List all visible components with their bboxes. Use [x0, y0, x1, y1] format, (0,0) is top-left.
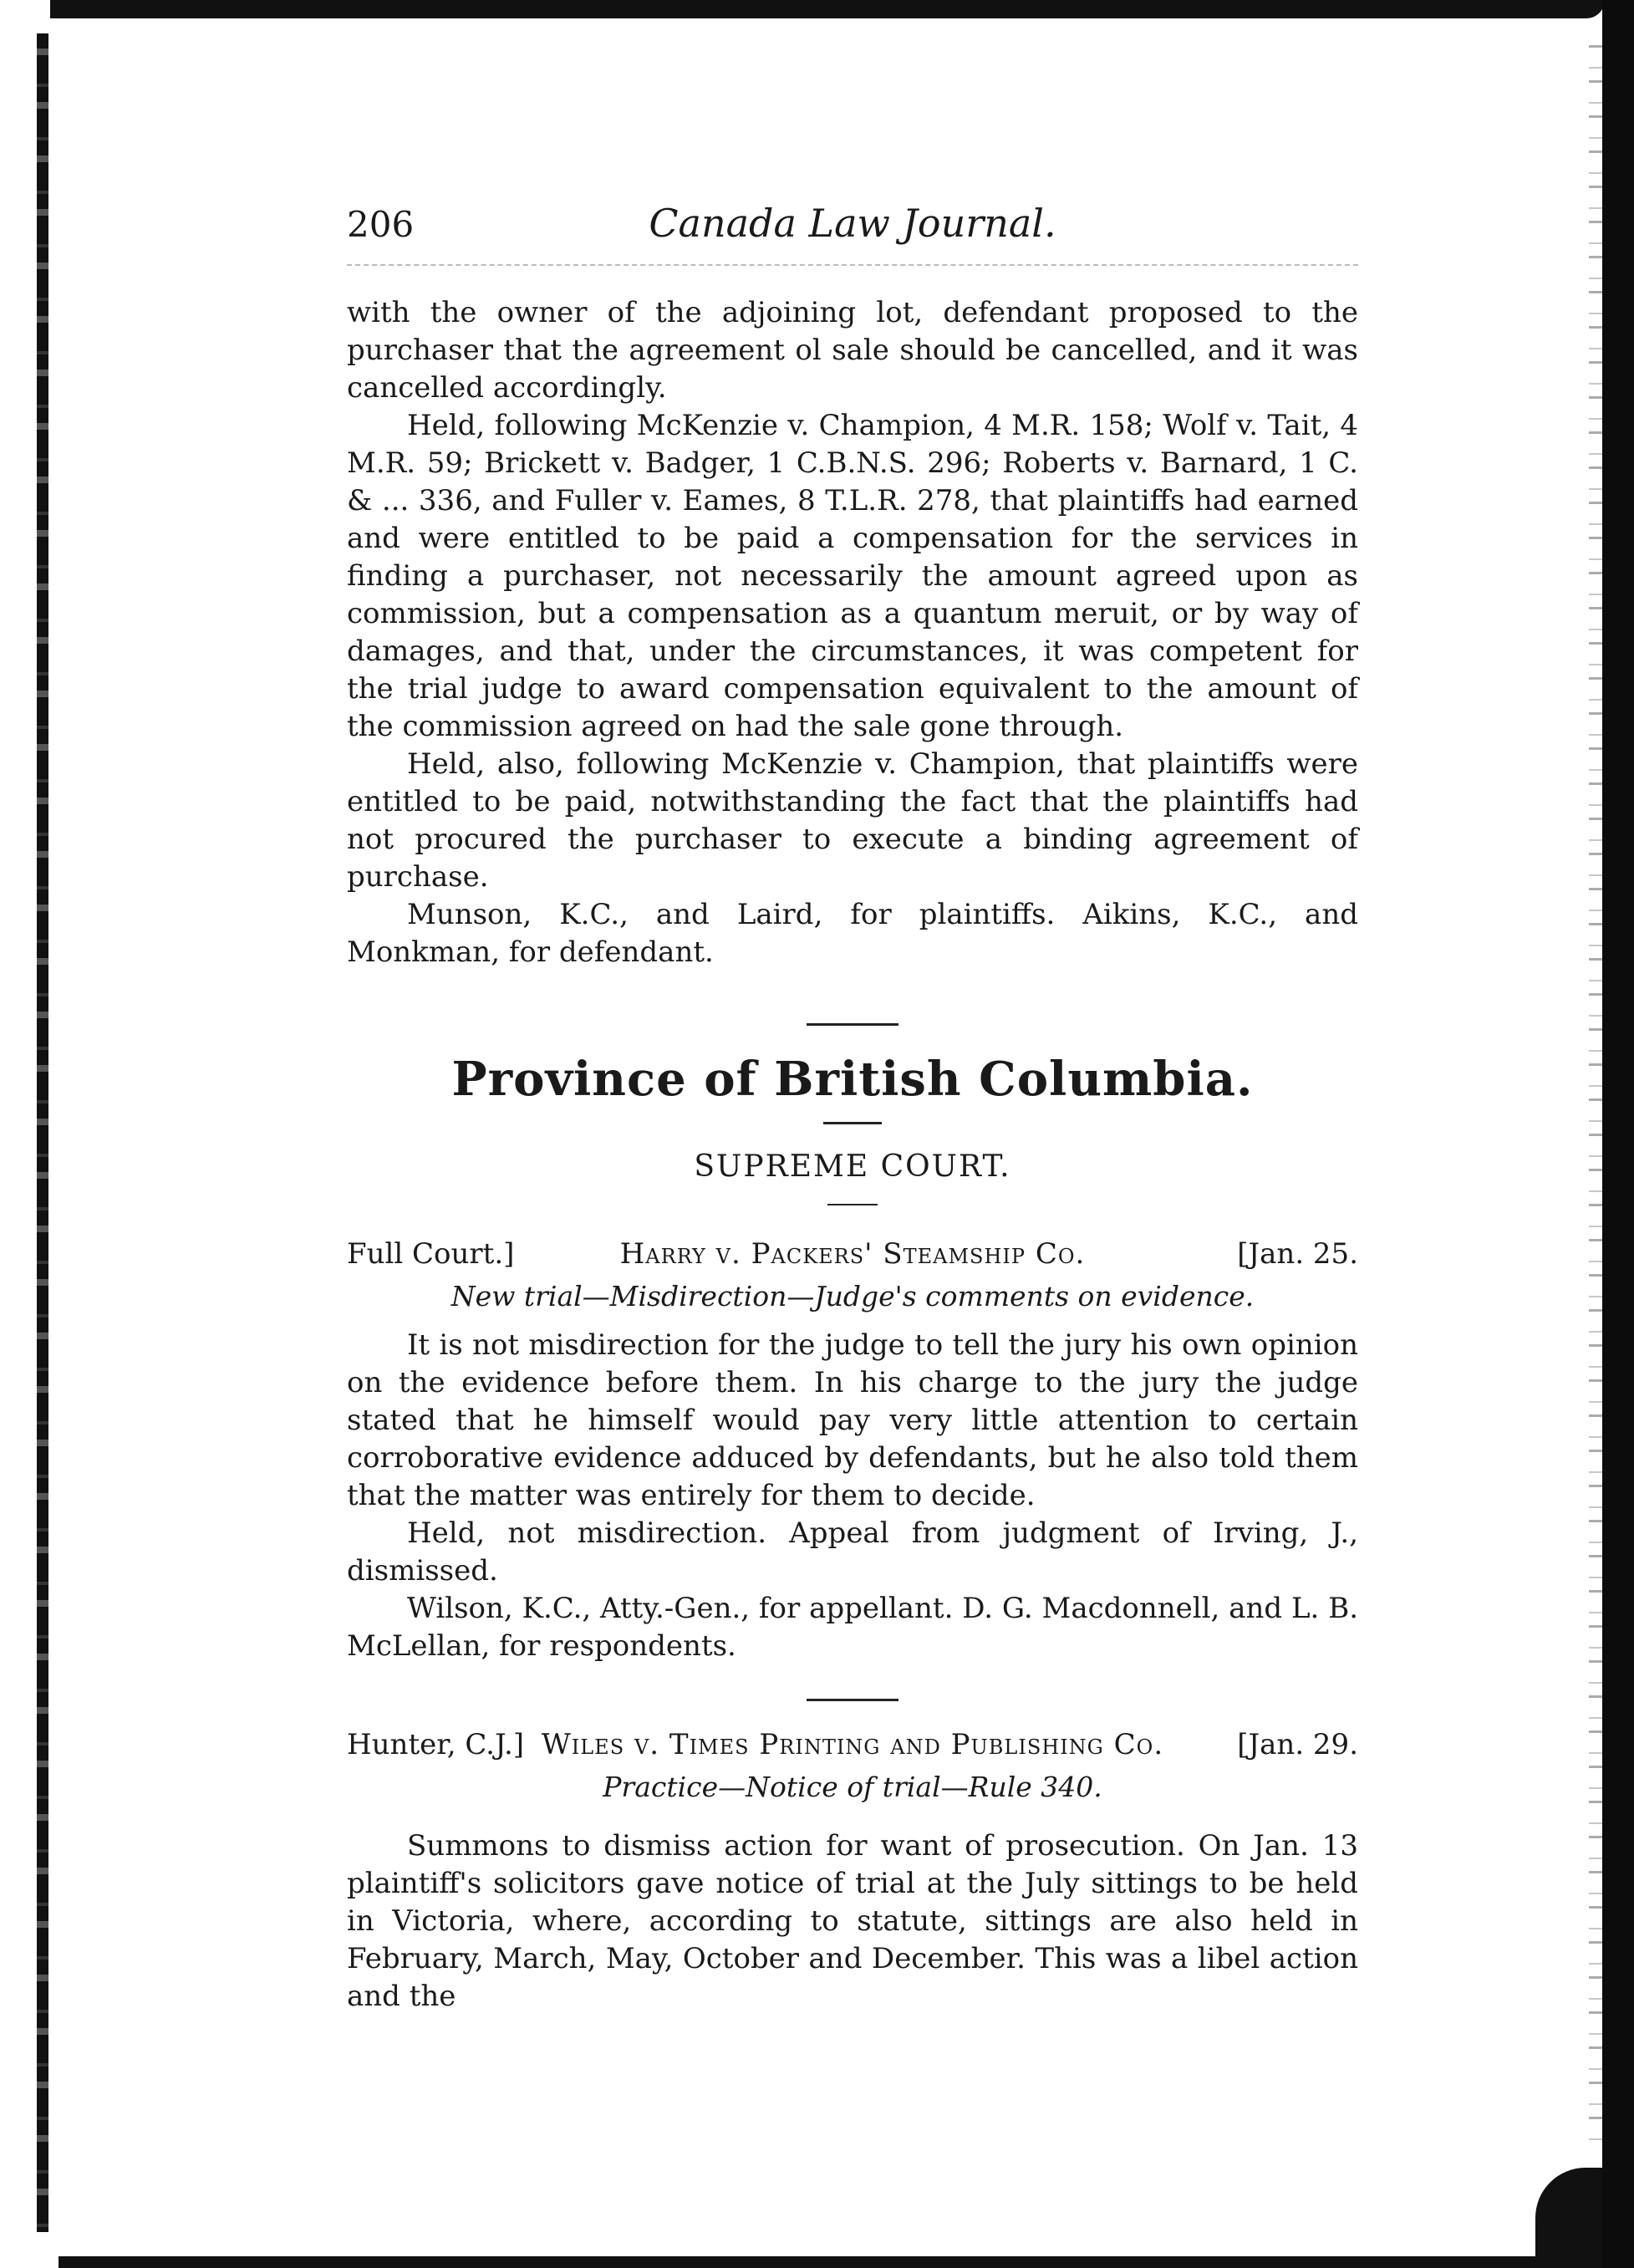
counsel-line: Munson, K.C., and Laird, for plaintiffs. Aikins, K.C., and Monkman, for defendant. [347, 898, 1358, 969]
case-date: [Jan. 29. [1237, 1728, 1358, 1761]
case-parties: Harry v. Packers' Steamship Co. [619, 1237, 1086, 1271]
case-paragraph-held: Held, not misdirection. Appeal from judgment of Irving, J., dismissed. [347, 1516, 1358, 1588]
scan-border-right [1602, 0, 1634, 2268]
case-counsel: Wilson, K.C., Atty.-Gen., for appellant. D. G. Macdonnell, and L. B. McLellan, for respondents. [347, 1592, 1358, 1663]
scan-border-top [50, 0, 1605, 18]
paragraph: with the owner of the adjoining lot, defendant proposed to the purchaser that the agreement ol sale should be cancelled, and it was cancelled accordingly. [347, 296, 1358, 405]
document-page [347, 192, 1358, 2013]
scan-border-left [0, 0, 59, 2268]
page-body [347, 294, 1358, 2016]
scan-border-bottom [59, 2256, 1602, 2268]
case-judge: Full Court.] [347, 1237, 515, 1271]
case-parties: Wiles v. Times Printing and Publishing Co. [541, 1728, 1164, 1761]
case-headnote: New trial—Misdirection—Judge's comments on evidence. [450, 1280, 1255, 1312]
case-caption [347, 1726, 1358, 1768]
scan-edge-noise [1589, 33, 1602, 2140]
case-caption [347, 1236, 1358, 1277]
court-heading: SUPREME COURT. [694, 1149, 1011, 1184]
province-heading: Province of British Columbia. [451, 1052, 1254, 1107]
scan-corner [1535, 2168, 1602, 2268]
case-paragraph: It is not misdirection for the judge to tell the jury his own opinion on the evidence before them. In his charge to the jury the judge stated that he himself would pay very little attention to certain corroborative evidence adduced by defendants, but he also told them that the matter was entirely for them to decide. [347, 1328, 1358, 1512]
page-number: 206 [347, 204, 415, 245]
case-date: [Jan. 25. [1237, 1237, 1358, 1271]
header-rule [347, 264, 1358, 266]
page-header [347, 192, 1358, 259]
paragraph-held-also: Held, also, following McKenzie v. Champion, that plaintiffs were entitled to be paid, notwithstanding the fact that the plaintiffs had not procured the purchaser to execute a binding agreement of purchase. [347, 747, 1358, 894]
paragraph-held: Held, following McKenzie v. Champion, 4 M.R. 158; Wolf v. Tait, 4 M.R. 59; Brickett v. Badger, 1 C.B.N.S. 296; Roberts v. Barnard, 1 C. & ... 336, and Fuller v. Eames, 8 T.L.R. 278, that plaintiffs had earned and were entitled to be paid a compensation for the services in finding a purchaser, not necessarily the amount agreed upon as commission, but a compensation as a quantum meruit, or by way of damages, and that, under the circumstances, it was competent for the trial judge to award compensation equivalent to the amount of the commission agreed on had the sale gone through. [347, 409, 1358, 743]
case-headnote: Practice—Notice of trial—Rule 340. [603, 1771, 1102, 1803]
case-paragraph: Summons to dismiss action for want of prosecution. On Jan. 13 plaintiff's solicitors gave notice of trial at the July sittings to be held in Victoria, where, according to statute, sittings are also held in February, March, May, October and December. This was a libel action and the [347, 1829, 1358, 2013]
case-judge: Hunter, C.J.] [347, 1728, 525, 1761]
journal-title: Canada Law Journal. [649, 201, 1056, 246]
